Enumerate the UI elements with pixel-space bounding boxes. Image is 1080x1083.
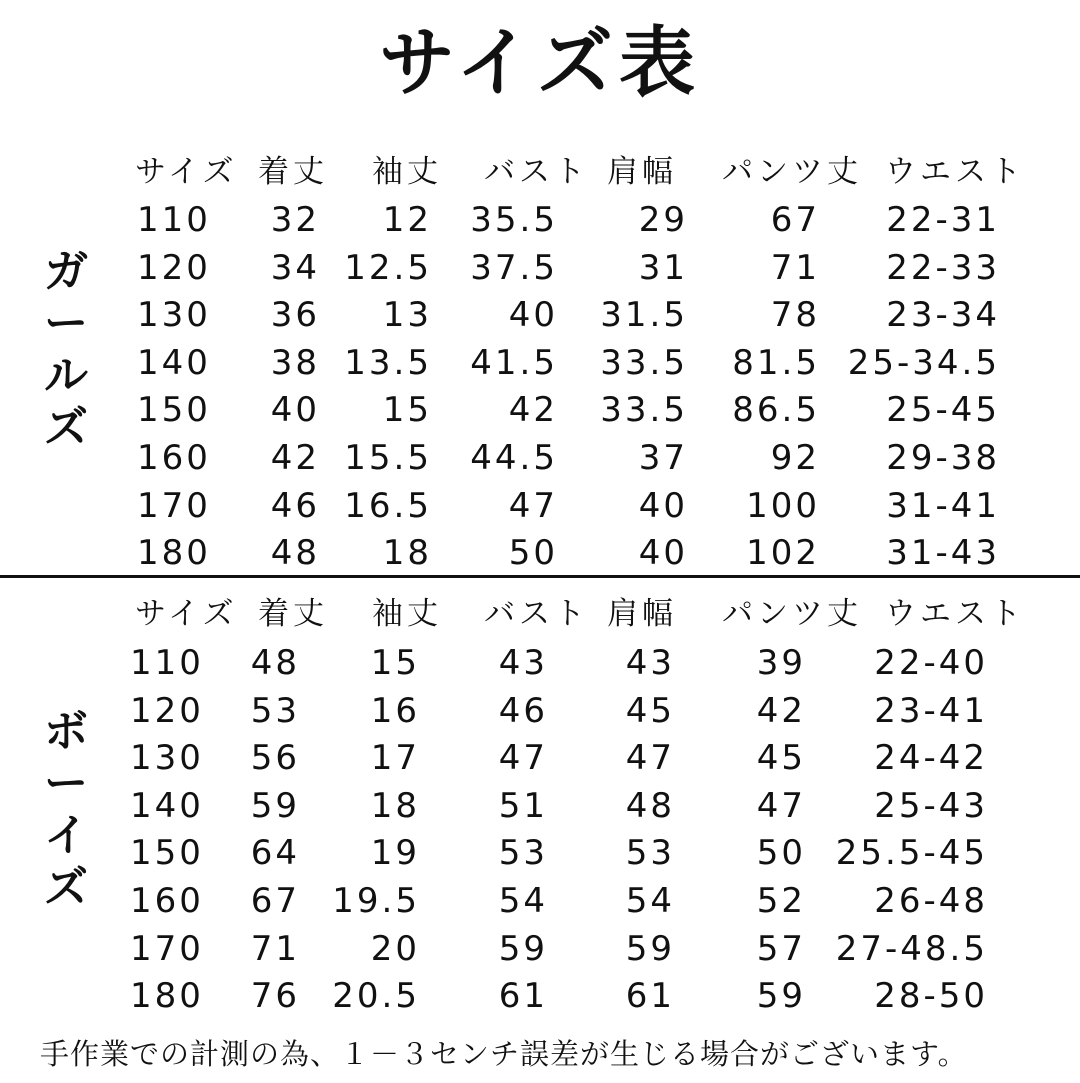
cell-waist: 27-48.5 xyxy=(835,928,988,969)
column-header-shoulder: 肩幅 xyxy=(607,596,677,632)
cell-size: 150 xyxy=(130,833,204,874)
cell-sleeve: 18 xyxy=(382,533,432,574)
cell-length: 71 xyxy=(250,928,300,969)
cell-shoulder: 54 xyxy=(625,881,675,921)
cell-sleeve: 13.5 xyxy=(344,342,432,383)
cell-waist: 22-31 xyxy=(886,200,1000,240)
cell-size: 110 xyxy=(137,200,211,240)
cell-waist: 24-42 xyxy=(874,738,988,779)
cell-sleeve: 15.5 xyxy=(344,438,432,478)
footer-note: 手作業での計測の為、１－３センチ誤差が生じる場合がございます。 xyxy=(40,1037,968,1071)
section-label-char: ガ xyxy=(44,246,88,297)
cell-shoulder: 31 xyxy=(638,247,688,288)
table-row xyxy=(0,436,1080,484)
column-header-sleeve: 袖丈 xyxy=(372,596,442,632)
cell-size: 160 xyxy=(137,438,211,478)
cell-length: 56 xyxy=(250,738,300,779)
cell-length: 40 xyxy=(270,390,320,431)
cell-shoulder: 33.5 xyxy=(600,390,688,431)
column-header-bust: バスト xyxy=(484,154,589,190)
cell-length: 76 xyxy=(250,976,300,1017)
column-header-sleeve: 袖丈 xyxy=(372,154,442,190)
cell-waist: 29-38 xyxy=(886,438,1000,478)
cell-size: 120 xyxy=(130,690,204,731)
cell-sleeve: 12 xyxy=(382,200,432,240)
column-header-pants-length: パンツ丈 xyxy=(722,596,862,632)
cell-size: 170 xyxy=(130,928,204,969)
table-header-row xyxy=(0,150,1080,198)
cell-bust: 37.5 xyxy=(470,247,558,288)
cell-waist: 31-43 xyxy=(886,533,1000,574)
cell-sleeve: 20 xyxy=(370,928,420,969)
cell-shoulder: 47 xyxy=(625,738,675,779)
section-label-char: ズ xyxy=(44,402,88,453)
cell-shoulder: 53 xyxy=(625,833,675,874)
cell-length: 53 xyxy=(250,690,300,731)
cell-length: 42 xyxy=(270,438,320,478)
cell-pants-length: 81.5 xyxy=(732,342,820,383)
section-label-char: イ xyxy=(44,810,88,861)
cell-waist: 23-41 xyxy=(874,690,988,731)
table-row xyxy=(0,388,1080,436)
cell-shoulder: 48 xyxy=(625,785,675,826)
cell-shoulder: 45 xyxy=(625,690,675,731)
cell-bust: 35.5 xyxy=(470,200,558,240)
cell-shoulder: 59 xyxy=(625,928,675,969)
table-header-row xyxy=(0,592,1080,640)
cell-bust: 46 xyxy=(498,690,548,731)
column-header-bust: バスト xyxy=(484,596,589,632)
cell-sleeve: 15 xyxy=(382,390,432,431)
cell-pants-length: 50 xyxy=(756,833,806,874)
table-row xyxy=(0,831,1080,879)
cell-sleeve: 16.5 xyxy=(344,485,432,526)
cell-bust: 40 xyxy=(508,295,558,336)
table-row xyxy=(0,246,1080,294)
cell-length: 34 xyxy=(270,247,320,288)
cell-pants-length: 45 xyxy=(756,738,806,779)
cell-waist: 28-50 xyxy=(874,976,988,1017)
table-row xyxy=(0,689,1080,737)
cell-sleeve: 12.5 xyxy=(344,247,432,288)
column-header-pants-length: パンツ丈 xyxy=(722,154,862,190)
cell-shoulder: 43 xyxy=(625,643,675,683)
cell-size: 140 xyxy=(137,342,211,383)
column-header-length: 着丈 xyxy=(258,154,328,190)
cell-sleeve: 18 xyxy=(370,785,420,826)
table-row xyxy=(0,484,1080,532)
table-row xyxy=(0,879,1080,927)
cell-pants-length: 59 xyxy=(756,976,806,1017)
cell-shoulder: 61 xyxy=(625,976,675,1017)
cell-size: 140 xyxy=(130,785,204,826)
table-row xyxy=(0,736,1080,784)
cell-pants-length: 71 xyxy=(770,247,820,288)
cell-length: 48 xyxy=(270,533,320,574)
cell-pants-length: 39 xyxy=(756,643,806,683)
cell-size: 130 xyxy=(137,295,211,336)
cell-size: 150 xyxy=(137,390,211,431)
table-row xyxy=(0,531,1080,579)
cell-shoulder: 37 xyxy=(638,438,688,478)
cell-size: 110 xyxy=(130,643,204,683)
cell-shoulder: 40 xyxy=(638,485,688,526)
cell-bust: 43 xyxy=(498,643,548,683)
column-header-waist: ウエスト xyxy=(885,596,1025,632)
cell-pants-length: 86.5 xyxy=(732,390,820,431)
cell-size: 160 xyxy=(130,881,204,921)
cell-pants-length: 67 xyxy=(770,200,820,240)
cell-pants-length: 52 xyxy=(756,881,806,921)
cell-length: 36 xyxy=(270,295,320,336)
column-header-size: サイズ xyxy=(135,154,238,190)
table-row xyxy=(0,341,1080,389)
cell-length: 32 xyxy=(270,200,320,240)
cell-sleeve: 19 xyxy=(370,833,420,874)
cell-waist: 23-34 xyxy=(886,295,1000,336)
cell-waist: 22-33 xyxy=(886,247,1000,288)
table-row xyxy=(0,927,1080,975)
cell-bust: 51 xyxy=(498,785,548,826)
cell-bust: 47 xyxy=(498,738,548,779)
cell-waist: 31-41 xyxy=(886,485,1000,526)
column-header-shoulder: 肩幅 xyxy=(607,154,677,190)
table-row xyxy=(0,198,1080,246)
section-label-char: ー xyxy=(44,758,88,809)
section-label-char: ー xyxy=(44,298,88,349)
cell-sleeve: 13 xyxy=(382,295,432,336)
cell-shoulder: 33.5 xyxy=(600,342,688,383)
cell-length: 59 xyxy=(250,785,300,826)
cell-bust: 59 xyxy=(498,928,548,969)
cell-waist: 25-45 xyxy=(886,390,1000,431)
section-label-char: ボ xyxy=(44,706,88,757)
cell-bust: 44.5 xyxy=(470,438,558,478)
column-header-size: サイズ xyxy=(135,596,238,632)
cell-pants-length: 100 xyxy=(746,485,820,526)
table-row xyxy=(0,641,1080,689)
cell-waist: 26-48 xyxy=(874,881,988,921)
cell-length: 38 xyxy=(270,342,320,383)
cell-pants-length: 102 xyxy=(746,533,820,574)
cell-waist: 25.5-45 xyxy=(835,833,988,874)
cell-sleeve: 16 xyxy=(370,690,420,731)
cell-length: 67 xyxy=(250,881,300,921)
cell-sleeve: 15 xyxy=(370,643,420,683)
cell-length: 46 xyxy=(270,485,320,526)
cell-pants-length: 57 xyxy=(756,928,806,969)
column-header-waist: ウエスト xyxy=(885,154,1025,190)
table-row xyxy=(0,784,1080,832)
table-row xyxy=(0,293,1080,341)
cell-size: 120 xyxy=(137,247,211,288)
cell-sleeve: 20.5 xyxy=(332,976,420,1017)
cell-size: 170 xyxy=(137,485,211,526)
cell-shoulder: 29 xyxy=(638,200,688,240)
cell-bust: 47 xyxy=(508,485,558,526)
cell-bust: 41.5 xyxy=(470,342,558,383)
cell-bust: 61 xyxy=(498,976,548,1017)
cell-size: 180 xyxy=(130,976,204,1017)
cell-pants-length: 78 xyxy=(770,295,820,336)
page-title: サイズ表 xyxy=(379,18,701,107)
cell-bust: 50 xyxy=(508,533,558,574)
table-row xyxy=(0,974,1080,1022)
cell-size: 180 xyxy=(137,533,211,574)
cell-sleeve: 19.5 xyxy=(332,881,420,921)
cell-waist: 25-43 xyxy=(874,785,988,826)
cell-sleeve: 17 xyxy=(370,738,420,779)
cell-shoulder: 31.5 xyxy=(600,295,688,336)
column-header-length: 着丈 xyxy=(258,596,328,632)
cell-pants-length: 47 xyxy=(756,785,806,826)
cell-pants-length: 42 xyxy=(756,690,806,731)
section-label-char: ル xyxy=(44,350,88,401)
cell-bust: 53 xyxy=(498,833,548,874)
cell-length: 48 xyxy=(250,643,300,683)
cell-waist: 22-40 xyxy=(874,643,988,683)
cell-pants-length: 92 xyxy=(770,438,820,478)
cell-bust: 54 xyxy=(498,881,548,921)
cell-shoulder: 40 xyxy=(638,533,688,574)
cell-length: 64 xyxy=(250,833,300,874)
cell-size: 130 xyxy=(130,738,204,779)
cell-waist: 25-34.5 xyxy=(847,342,1000,383)
section-label-char: ズ xyxy=(44,862,88,913)
cell-bust: 42 xyxy=(508,390,558,431)
